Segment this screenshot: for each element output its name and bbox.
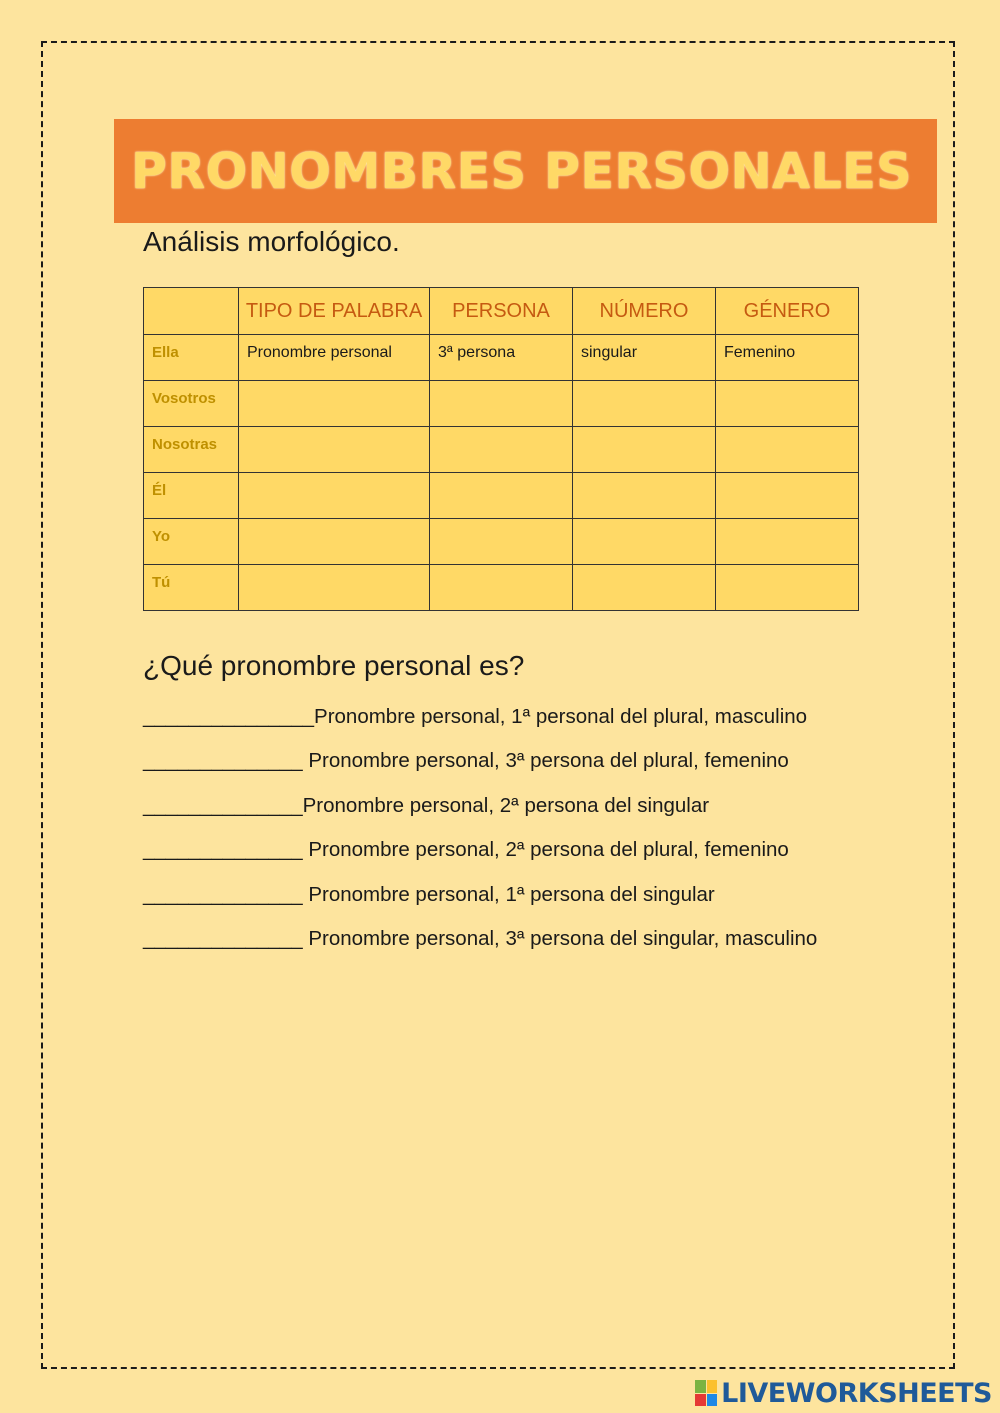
table-row: [144, 519, 859, 565]
numero-answer-cell[interactable]: [573, 565, 716, 611]
tipo-answer-cell: Pronombre personal: [239, 335, 430, 381]
genero-answer-cell[interactable]: [716, 565, 859, 611]
answer-blank[interactable]: ______________: [143, 749, 303, 773]
question-text: Pronombre personal, 1ª persona del singular: [302, 882, 715, 906]
answer-blank[interactable]: ______________: [143, 838, 303, 862]
list-item: [143, 838, 943, 882]
title-banner: [114, 119, 937, 223]
question-text: Pronombre personal, 1ª personal del plural, masculino: [314, 705, 808, 728]
tipo-answer-cell[interactable]: [239, 519, 430, 565]
logo-square-1: [695, 1380, 706, 1393]
question-text: Pronombre personal, 3ª persona del plural, femenino: [302, 749, 789, 773]
genero-answer-cell[interactable]: [716, 381, 859, 427]
header-cell-numero: NÚMERO: [573, 288, 716, 335]
table-row: [144, 473, 859, 519]
header-cell-tipo: TIPO DE PALABRA: [239, 288, 430, 335]
question-text: Pronombre personal, 3ª persona del singular, masculino: [302, 926, 818, 950]
numero-answer-cell[interactable]: [573, 427, 716, 473]
persona-answer-cell[interactable]: [430, 473, 573, 519]
page-title: PRONOMBRES PERSONALES: [130, 142, 913, 200]
pronoun-cell: Tú: [144, 565, 239, 611]
genero-answer-cell: Femenino: [716, 335, 859, 381]
logo-mark-icon: [695, 1380, 717, 1406]
header-cell-empty: [144, 288, 239, 335]
section-heading-analysis: Análisis morfológico.: [143, 226, 400, 257]
answer-blank[interactable]: ______________: [143, 882, 303, 906]
question-text: Pronombre personal, 2ª persona del plural, femenino: [302, 838, 789, 862]
tipo-answer-cell[interactable]: [239, 381, 430, 427]
numero-answer-cell[interactable]: [573, 519, 716, 565]
question-list: [143, 705, 943, 971]
liveworksheets-logo: [695, 1376, 992, 1410]
answer-blank[interactable]: _______________: [143, 705, 315, 728]
pronoun-cell: Él: [144, 473, 239, 519]
genero-answer-cell[interactable]: [716, 519, 859, 565]
analysis-table: [143, 287, 859, 611]
answer-blank[interactable]: ______________: [143, 926, 303, 950]
answer-blank[interactable]: ______________: [143, 793, 303, 817]
table-row: [144, 381, 859, 427]
pronoun-cell: Ella: [144, 335, 239, 381]
persona-answer-cell: 3ª persona: [430, 335, 573, 381]
header-cell-persona: PERSONA: [430, 288, 573, 335]
numero-answer-cell[interactable]: [573, 473, 716, 519]
section-heading-question: ¿Qué pronombre personal es?: [143, 650, 525, 681]
logo-square-4: [707, 1394, 718, 1407]
table-header-row: [144, 288, 859, 335]
list-item: [143, 705, 943, 749]
tipo-answer-cell[interactable]: [239, 473, 430, 519]
logo-text: LIVEWORKSHEETS: [721, 1377, 992, 1409]
list-item: [143, 794, 943, 838]
pronoun-cell: Yo: [144, 519, 239, 565]
tipo-answer-cell[interactable]: [239, 427, 430, 473]
pronoun-cell: Vosotros: [144, 381, 239, 427]
numero-answer-cell: singular: [573, 335, 716, 381]
list-item: [143, 749, 943, 793]
pronoun-cell: Nosotras: [144, 427, 239, 473]
question-text: Pronombre personal, 2ª persona del singular: [302, 793, 710, 817]
logo-square-2: [707, 1380, 718, 1393]
table-row: [144, 565, 859, 611]
numero-answer-cell[interactable]: [573, 381, 716, 427]
tipo-answer-cell[interactable]: [239, 565, 430, 611]
genero-answer-cell[interactable]: [716, 473, 859, 519]
logo-square-3: [695, 1394, 706, 1407]
persona-answer-cell[interactable]: [430, 519, 573, 565]
header-cell-genero: GÉNERO: [716, 288, 859, 335]
genero-answer-cell[interactable]: [716, 427, 859, 473]
table-row: [144, 427, 859, 473]
list-item: [143, 883, 943, 927]
table-row: [144, 335, 859, 381]
persona-answer-cell[interactable]: [430, 427, 573, 473]
list-item: [143, 927, 943, 971]
persona-answer-cell[interactable]: [430, 381, 573, 427]
persona-answer-cell[interactable]: [430, 565, 573, 611]
